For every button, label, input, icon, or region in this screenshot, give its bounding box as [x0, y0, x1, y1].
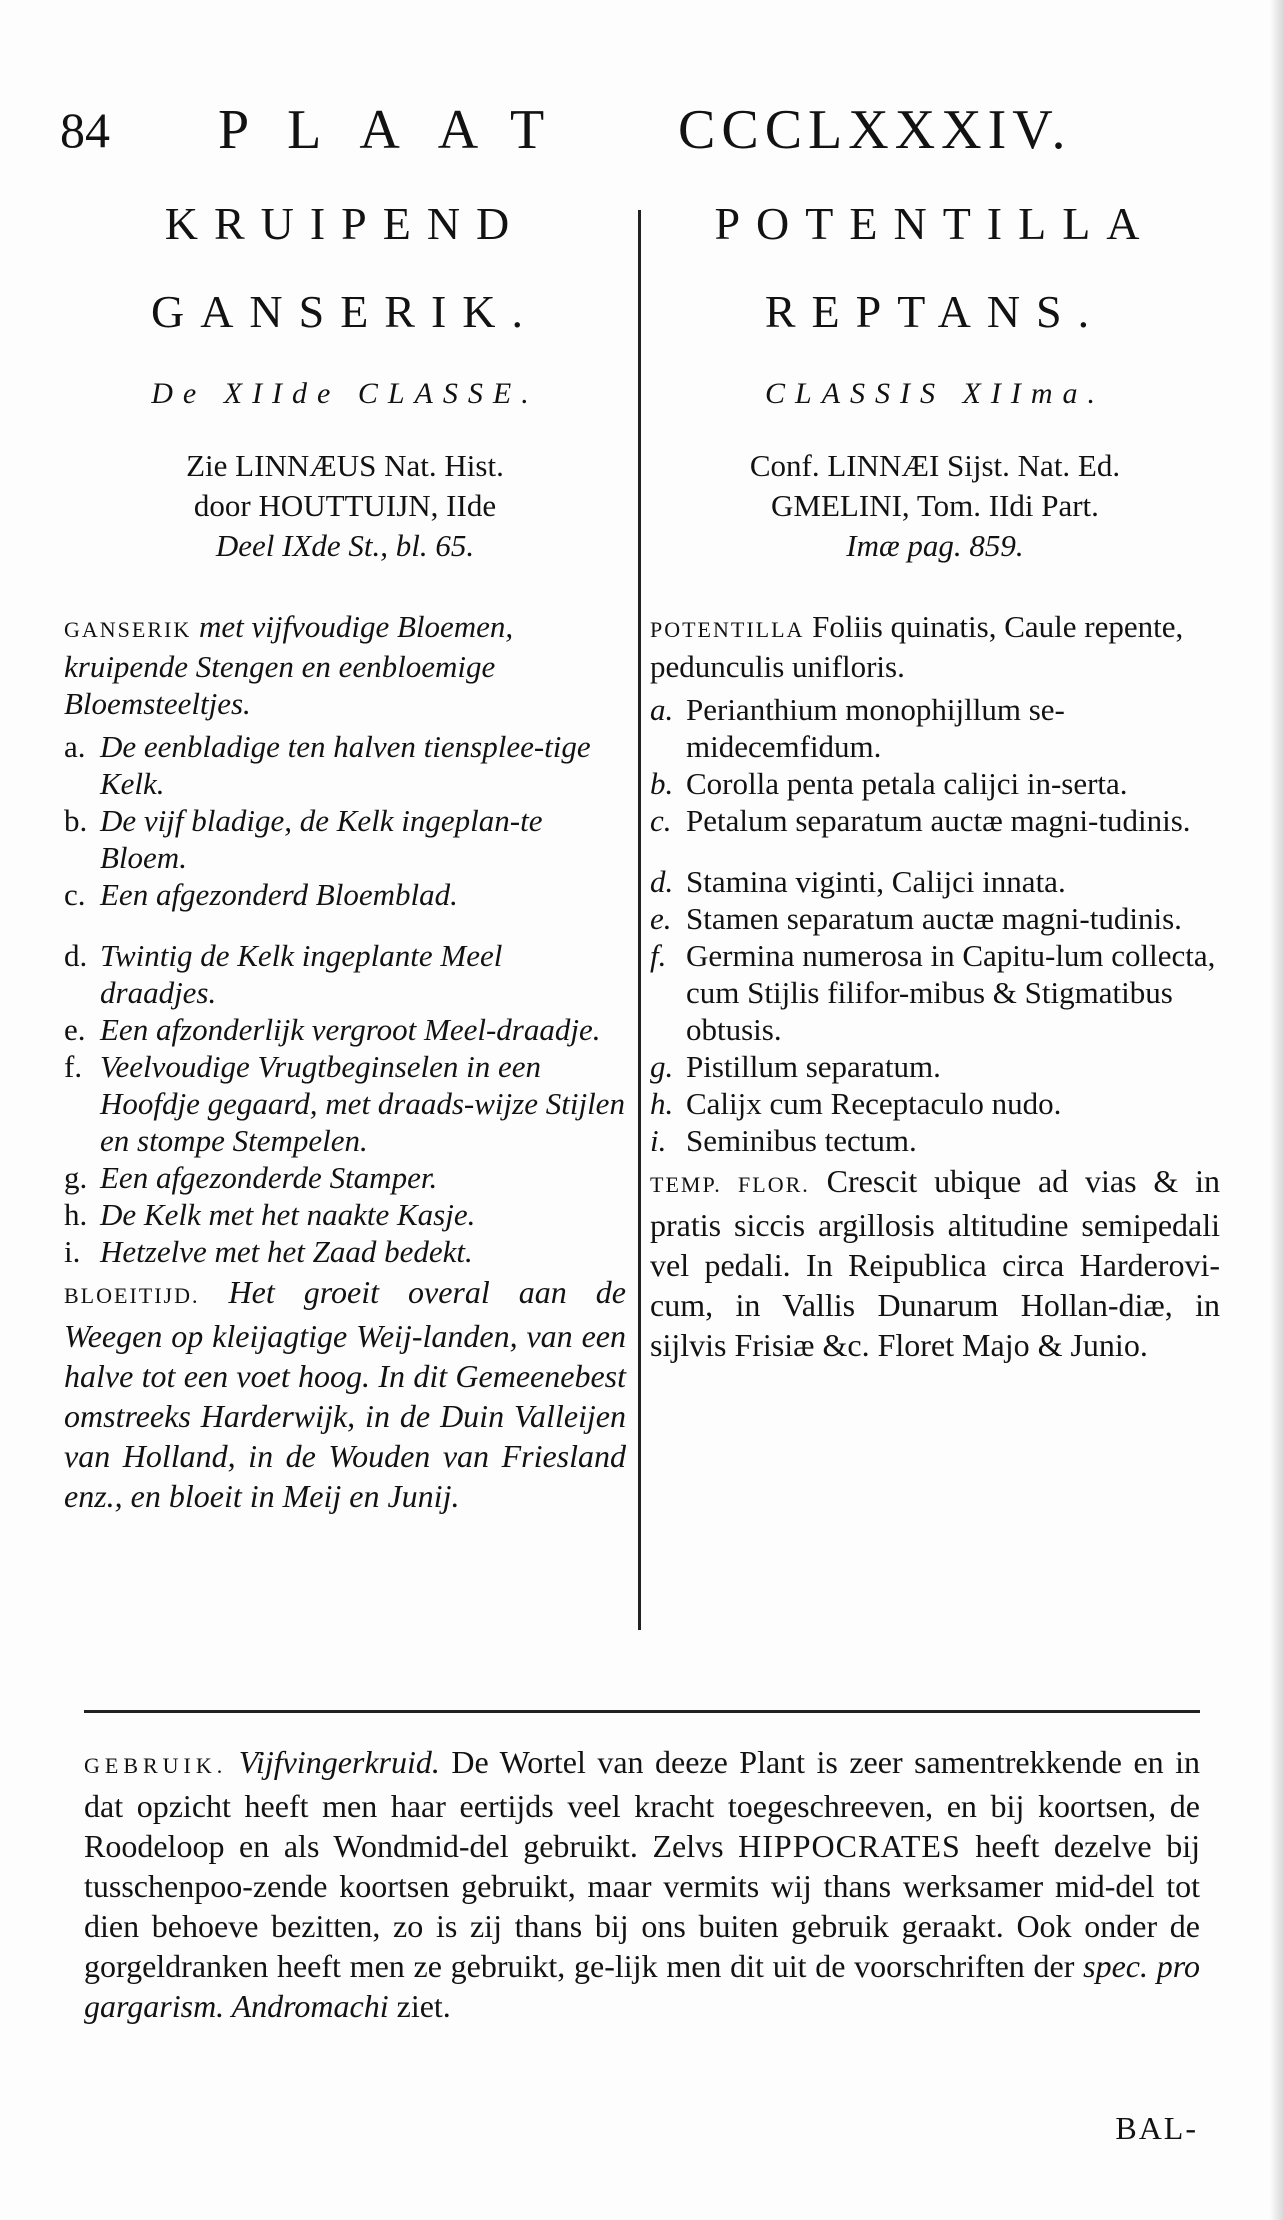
- page-number: 84: [60, 102, 110, 158]
- dutch-ref-line2: door HOUTTUIJN, IIde: [193, 488, 497, 523]
- dutch-flowering-lead: BLOEITIJD.: [64, 1283, 200, 1308]
- list-item: [64, 876, 626, 913]
- dutch-diagnosis-lead: GANSERIK: [64, 617, 192, 642]
- item-text: Veelvoudige Vrugtbeginselen in een Hoofdje gegaard, met draads-wijze Stijlen en stompe Stempelen.: [100, 1049, 625, 1158]
- item-text: Petalum separatum auctæ magni-tudinis.: [686, 803, 1191, 838]
- list-item: [64, 1011, 626, 1048]
- list-item: [64, 1233, 626, 1270]
- item-text: Stamen separatum auctæ magni-tudinis.: [686, 901, 1182, 936]
- plate-number: CCCLXXXIV.: [678, 99, 1072, 161]
- latin-diagnosis: [650, 608, 1220, 685]
- item-text: Twintig de Kelk ingeplante Meel draadjes.: [100, 938, 503, 1010]
- item-text: Een afzonderlijk vergroot Meel-draadje.: [100, 1012, 601, 1047]
- usage-spec: spec. pro gargarism. Andromachi: [84, 1948, 1201, 2024]
- item-key: d.: [650, 864, 674, 899]
- item-key: i.: [64, 1234, 81, 1269]
- usage-paragraph: [84, 1742, 1200, 2026]
- item-key: f.: [650, 938, 667, 973]
- list-item: [650, 1085, 1220, 1122]
- item-text: Seminibus tectum.: [686, 1123, 917, 1158]
- latin-ref-line3: Imæ pag. 859.: [846, 528, 1024, 563]
- item-text: Een afgezonderd Bloemblad.: [100, 877, 458, 912]
- dutch-column: [64, 180, 626, 1516]
- latin-diagnosis-lead: POTENTILLA: [650, 617, 805, 642]
- plate-header: [60, 95, 1190, 165]
- item-key: i.: [650, 1123, 667, 1158]
- item-key: d.: [64, 938, 88, 973]
- usage-text-b: heeft dezelve bij tusschenpoo-zende koortsen gebruikt, maar vermits wij thans werksamer mid-del tot dien behoeve bezitten, zo is zij thans bij ons buiten gebruik geraakt. Ook onder de gorgeldranken heeft men ze gebruikt, ge-lijk men dit uit de voorschriften der: [84, 1828, 1201, 1984]
- latin-flowering-text: Crescit ubique ad vias & in pratis siccis argillosis altitudine semipedali vel pedali. In Reipublica circa Harderovi-cum, in Vallis Dunarum Hollan-diæ, in sijlvis Frisiæ &c. Floret Majo & Junio.: [650, 1163, 1220, 1363]
- usage-text-c: ziet.: [396, 1988, 451, 2024]
- dutch-flowering: [64, 1272, 626, 1516]
- dutch-reference: [64, 446, 626, 566]
- item-key: b.: [650, 766, 674, 801]
- latin-title-line2: REPTANS.: [764, 286, 1106, 337]
- dutch-ref-line1: Zie LINNÆUS Nat. Hist.: [186, 448, 504, 483]
- item-key: e.: [64, 1012, 86, 1047]
- list-item: [650, 900, 1220, 937]
- dutch-figure-list: [64, 728, 626, 1270]
- latin-flowering: [650, 1161, 1220, 1365]
- item-text: Corolla penta petala calijci in-serta.: [686, 766, 1128, 801]
- dutch-title-line1: KRUIPEND: [164, 198, 526, 249]
- list-item: [650, 937, 1220, 1048]
- latin-reference: [650, 446, 1220, 566]
- item-text: Hetzelve met het Zaad bedekt.: [100, 1234, 473, 1269]
- list-item: [650, 863, 1220, 900]
- list-item: [64, 1196, 626, 1233]
- latin-ref-line2: GMELINI, Tom. IIdi Part.: [771, 488, 1099, 523]
- latin-title-line1: POTENTILLA: [714, 198, 1156, 249]
- list-item: [64, 1159, 626, 1196]
- item-text: Stamina viginti, Calijci innata.: [686, 864, 1066, 899]
- list-item: [64, 728, 626, 802]
- item-key: b.: [64, 803, 88, 838]
- latin-flowering-lead: TEMP. FLOR.: [650, 1172, 810, 1197]
- item-key: g.: [650, 1049, 674, 1084]
- list-item: [64, 802, 626, 876]
- item-text: Calijx cum Receptaculo nudo.: [686, 1086, 1062, 1121]
- latin-ref-line1: Conf. LINNÆI Sijst. Nat. Ed.: [749, 448, 1121, 483]
- item-key: h.: [64, 1197, 88, 1232]
- item-key: e.: [650, 901, 672, 936]
- item-key: h.: [650, 1086, 674, 1121]
- list-item: [64, 1048, 626, 1159]
- item-key: g.: [64, 1160, 88, 1195]
- item-key: c.: [650, 803, 672, 838]
- catchword: BAL-: [1115, 2110, 1198, 2146]
- dutch-diagnosis-text: met vijfvoudige Bloemen, kruipende Stengen en eenbloemige Bloemsteeltjes.: [64, 609, 514, 721]
- dutch-title-line2: GANSERIK.: [150, 286, 540, 337]
- list-item: [650, 765, 1220, 802]
- usage-plant-name: Vijfvingerkruid.: [238, 1744, 440, 1780]
- item-text: De Kelk met het naakte Kasje.: [100, 1197, 476, 1232]
- item-text: De vijf bladige, de Kelk ingeplan-te Bloem.: [100, 803, 543, 875]
- list-item: [650, 1122, 1220, 1159]
- dutch-ref-line3: Deel IXde St., bl. 65.: [215, 528, 475, 563]
- list-item: [650, 691, 1220, 765]
- latin-column: [650, 180, 1220, 1365]
- usage-lead: GEBRUIK.: [84, 1753, 228, 1778]
- page-edge-shadow: [1270, 0, 1284, 2220]
- item-key: f.: [64, 1049, 83, 1084]
- column-divider: [638, 210, 641, 1630]
- section-divider: [84, 1710, 1200, 1713]
- list-item: [650, 1048, 1220, 1085]
- item-key: c.: [64, 877, 86, 912]
- list-item: [64, 937, 626, 1011]
- plate-label: PLAAT: [218, 99, 583, 161]
- dutch-diagnosis: [64, 608, 626, 722]
- item-text: Germina numerosa in Capitu-lum collecta, cum Stijlis filifor-mibus & Stigmatibus obtusis.: [686, 938, 1216, 1047]
- item-key: a.: [650, 692, 674, 727]
- latin-figure-list: [650, 691, 1220, 1159]
- latin-class-line: CLASSIS XIIma.: [765, 377, 1105, 410]
- item-key: a.: [64, 729, 86, 764]
- item-text: Perianthium monophijllum se-midecemfidum.: [686, 692, 1065, 764]
- usage-text-a: De Wortel van deeze Plant is zeer samentrekkende en in dat opzicht heeft men haar eertijds veel kracht toegeschreeven, en bij koortsen, de Roodeloop en als Wondmid-del gebruikt. Zelvs: [84, 1744, 1200, 1864]
- dutch-flowering-text: Het groeit overal aan de Weegen op kleijagtige Weij-landen, van een halve tot een voet hoog. In dit Gemeenebest omstreeks Harderwijk, in de Duin Valleijen van Holland, in de Wouden van Friesland enz., en bloeit in Meij en Junij.: [64, 1274, 627, 1514]
- dutch-class-line: De XIIde CLASSE.: [151, 377, 539, 410]
- item-text: Een afgezonderde Stamper.: [100, 1160, 438, 1195]
- latin-diagnosis-text: Foliis quinatis, Caule repente, pedunculis unifloris.: [650, 609, 1184, 684]
- usage-hippocrates: HIPPOCRATES: [738, 1828, 961, 1864]
- item-text: De eenbladige ten halven tiensplee-tige Kelk.: [100, 729, 591, 801]
- item-text: Pistillum separatum.: [686, 1049, 941, 1084]
- list-item: [650, 802, 1220, 839]
